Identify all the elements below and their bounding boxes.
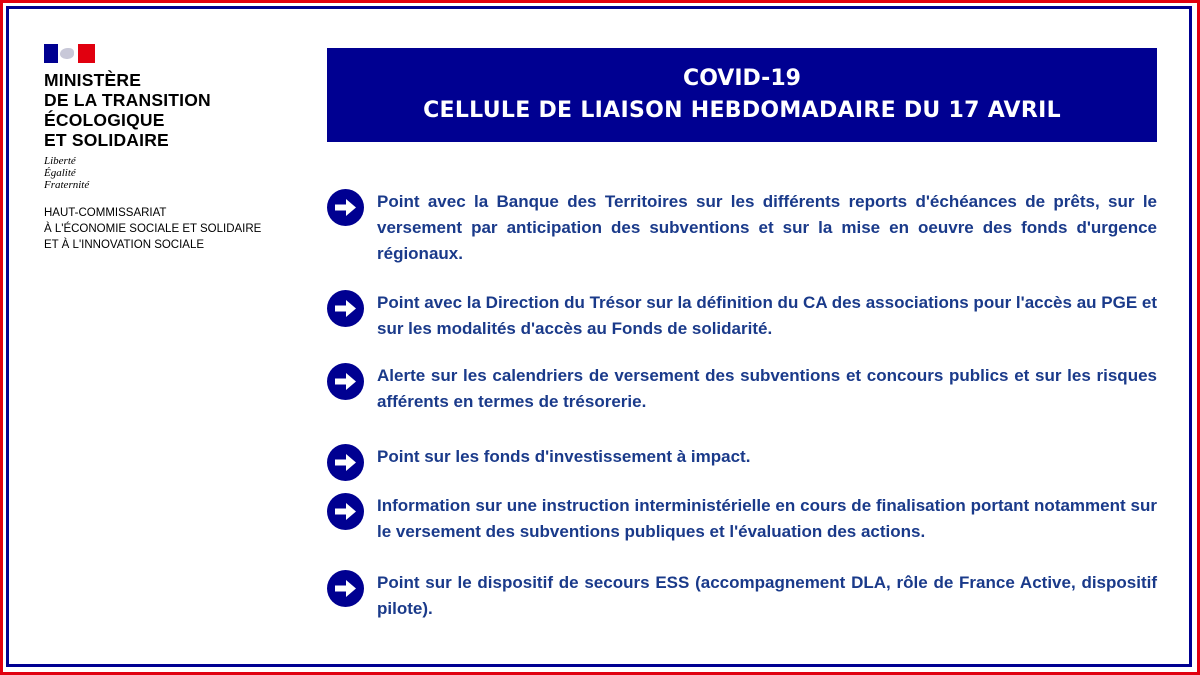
haut-commissariat-line: HAUT-COMMISSARIAT: [44, 207, 167, 219]
banner-title: COVID-19: [683, 66, 801, 91]
arrow-right-circle-icon: [327, 189, 364, 226]
arrow-right-circle-icon: [327, 290, 364, 327]
haut-commissariat: [44, 205, 284, 253]
list-item: [327, 290, 1157, 342]
list-item: [327, 444, 1157, 470]
motto-line: Liberté: [44, 155, 76, 167]
list-item: [327, 570, 1157, 622]
list-item: [327, 493, 1157, 545]
ministry-line: ÉCOLOGIQUE: [44, 110, 165, 130]
haut-commissariat-line: ET À L'INNOVATION SOCIALE: [44, 239, 205, 251]
arrow-right-circle-icon: [327, 363, 364, 400]
ministry-line: DE LA TRANSITION: [44, 90, 211, 110]
arrow-right-circle-icon: [327, 493, 364, 530]
list-item-text: Information sur une instruction interministérielle en cours de finalisation portant notamment sur le versement des subventions publiques et l'évaluation des actions.: [377, 496, 1157, 541]
haut-commissariat-line: À L'ÉCONOMIE SOCIALE ET SOLIDAIRE: [44, 223, 262, 235]
republic-motto: [44, 155, 284, 191]
list-item-text: Point sur le dispositif de secours ESS (accompagnement DLA, rôle de France Active, dispositif pilote).: [377, 573, 1157, 618]
arrow-right-circle-icon: [327, 444, 364, 481]
ministry-line: ET SOLIDAIRE: [44, 130, 169, 150]
motto-line: Fraternité: [44, 179, 90, 191]
banner-subtitle: CELLULE DE LIAISON HEBDOMADAIRE DU 17 AVRIL: [423, 98, 1061, 123]
list-item: [327, 363, 1157, 415]
marianne-flag-icon: [44, 44, 95, 63]
ministry-logo: [44, 44, 284, 253]
list-item: [327, 189, 1157, 267]
list-item-text: Point avec la Banque des Territoires sur les différents reports d'échéances de prêts, sur le versement par anticipation des subventions et sur la mise en oeuvre des fonds d'urgence régionaux.: [377, 192, 1157, 263]
ministry-name: [44, 70, 284, 150]
list-item-text: Point sur les fonds d'investissement à impact.: [377, 447, 751, 466]
list-item-text: Point avec la Direction du Trésor sur la définition du CA des associations pour l'accès au PGE et sur les modalités d'accès au Fonds de solidarité.: [377, 293, 1157, 338]
ministry-line: MINISTÈRE: [44, 70, 142, 90]
title-banner: [327, 48, 1157, 142]
arrow-right-circle-icon: [327, 570, 364, 607]
list-item-text: Alerte sur les calendriers de versement des subventions et concours publics et sur les risques afférents en termes de trésorerie.: [377, 366, 1157, 411]
motto-line: Égalité: [44, 167, 76, 179]
